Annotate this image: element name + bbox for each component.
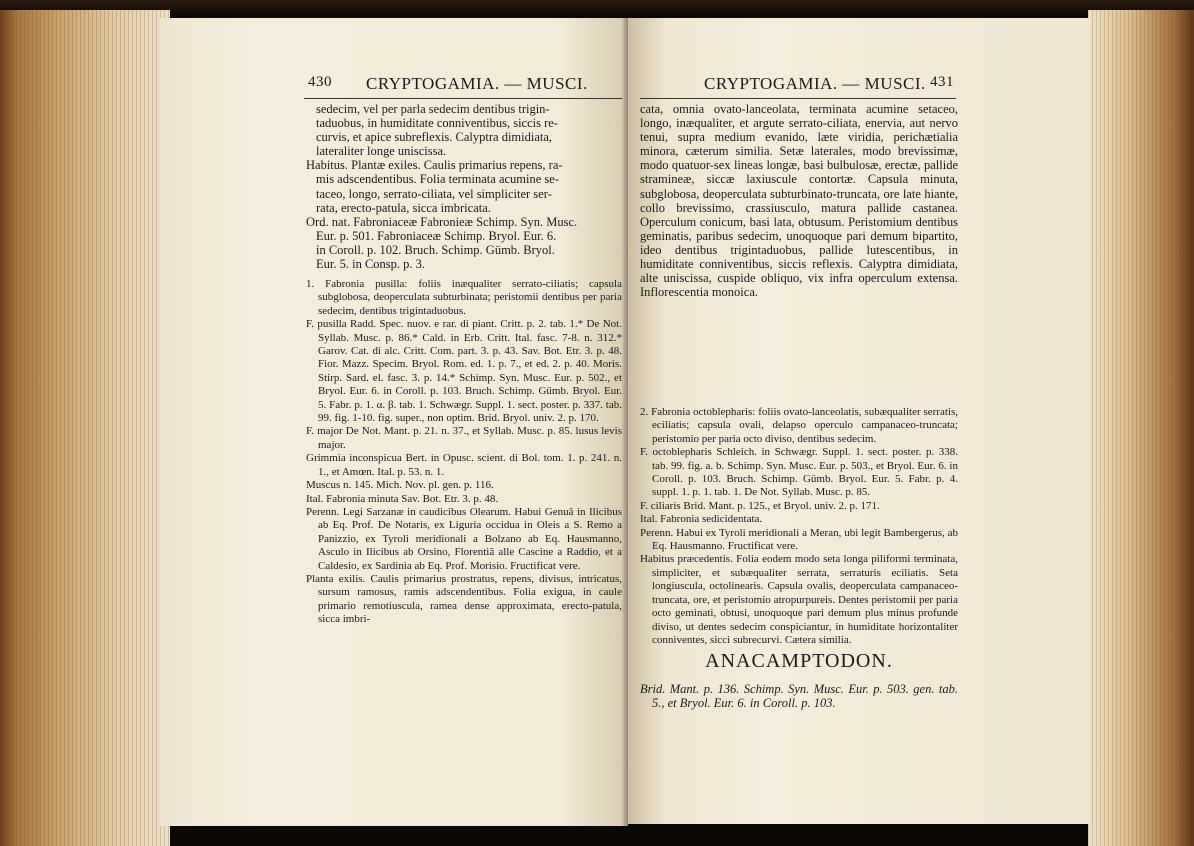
text-line: lateraliter longe uniscissa. — [316, 144, 447, 159]
text-line: mis adscendentibus. Folia terminata acumine se- — [316, 172, 559, 187]
habitat-entry: Perenn. Habui ex Tyroli meridionali a Meran, ubi legit Bambergerus, ab Eq. Hausmanno. Fructificat vere. — [640, 526, 958, 553]
italian-name: Ital. Fabronia sedicidentata. — [640, 513, 763, 526]
left-page — [160, 18, 628, 826]
right-entries — [640, 406, 958, 647]
description-paragraph: cata, omnia ovato-lanceolata, terminata acumine setaceo, longo, inæqualiter, et argute serrato-ciliata, enervia, aut nervo tenui, supra medium evanido, læte viridia, perichætialia minora, cæterum similia. Setæ laterales, modo brevissimæ, modo quatuor-sex lineas longæ, basi bulbulosæ, erectæ, pallide straminеæ, siccæ laxiuscule contortæ. Capsula minuta, subglobosa, deoperculata subturbinato-truncata, ore late hiante, collo brevissimo, crassiusculo, matura pallide castanea. Operculum conicum, basi lata, obtusum. Peristomium dentibus geminatis, paribus sedecim, unoquoque pari demum bipartito, ideo dentibus trigintaduobus, pallide lutescentibus, in humiditate conniventibus, siccis reflexis. Calyptra dimidiata, alte uniscissa, cuspide obliquo, vix infra operculum extensa. Inflorescentia monoica. — [640, 102, 958, 300]
left-page-number: 430 — [308, 74, 332, 90]
genus-section — [640, 638, 958, 710]
left-body — [306, 102, 622, 271]
synonymy-entry: F. octoblepharis Schleich. in Schwægr. Suppl. 1. sect. poster. p. 338. tab. 99. fig. a. b. Schimp. Syn. Musc. Eur. p. 503., et Bryol. Eur. 6. in Coroll. p. 103. Bruch. Schimp. Gümb. Bryol. Eur. 5. Fabr. p. 4. suppl. 1. p. 1. tab. 1. De Not. Syllab. Musc. p. 85. — [640, 446, 958, 499]
synonymy-entry: Muscus n. 145. Mich. Nov. pl. gen. p. 116. — [306, 479, 494, 492]
text-line: Eur. 5. in Consp. p. 3. — [316, 257, 426, 272]
right-running-head-title: CRYPTOGAMIA. — MUSCI. — [704, 74, 926, 93]
text-line: Ord. nat. Fabroniaceæ Fabronieæ Schimp. Syn. Musc. — [306, 214, 578, 229]
book-cover-top — [0, 0, 1194, 14]
synonymy-entry: Grimmia inconspicua Bert. in Opusc. scient. di Bol. tom. 1. p. 241. n. 1., et Amœn. Ital. p. 53. n. 1. — [306, 452, 622, 478]
genus-title: ANACAMPTODON. — [705, 650, 893, 672]
habitus-entry: Habitus præcedentis. Folia eodem modo seta longa piliformi terminata, simpliciter, et subæqualiter serrata, serraturis eciliatis. Seta longiuscula, octolinearis. Capsula ovalis, deoperculata campanaceo-truncata, ore, et peristomio atropurpureis. Dentes peristomii per paria octo geminati, obtusi, unoquoque pari demum plus minus profunde diviso, ut dentes sedecim conspiciantur, in humiditate horizontaliter conniventes, sicci subrecurvi. Cætera similia. — [640, 553, 958, 646]
right-page-number: 431 — [930, 74, 954, 90]
species-entry: 1. Fabronia pusilla: foliis inæqualiter serrato-ciliatis; capsula subglobosa, deoperculata subturbinata; peristomii dentibus per paria sedecim, dentibus trigintaduobus. — [306, 278, 622, 317]
text-line: Eur. p. 501. Fabroniaceæ Schimp. Bryol. Eur. 6. — [316, 228, 557, 243]
species-entry: 2. Fabronia octoblepharis: foliis ovato-lanceolatis, subæqualiter serratis, eciliatis; capsula ovali, delapso operculo campanaceo-truncata; peristomio per paria octo diviso, dentibus sedecim. — [640, 406, 958, 445]
synonymy-entry: F. major De Not. Mant. p. 21. n. 37., et Syllab. Musc. p. 85. lusus levis major. — [306, 425, 622, 451]
text-line: taceo, longo, serrato-ciliata, vel simpliciter ser- — [316, 186, 552, 201]
right-page — [628, 18, 1090, 824]
text-line: rata, erecto-patula, sicca imbricata. — [316, 200, 491, 215]
left-running-head-title: CRYPTOGAMIA. — MUSCI. — [366, 74, 588, 93]
left-entries — [306, 278, 622, 627]
text-line: sedecim, vel per parla sedecim dentibus trigin- — [316, 102, 550, 116]
synonymy-entry: F. pusilla Radd. Spec. nuov. e rar. di piant. Critt. p. 2. tab. 1.* De Not. Syllab. Musc. p. 86.* Cald. in Erb. Critt. Ital. fasc. 7-8. n. 312.* Garov. Cat. di alc. Critt. Com. part. 3. p. 43. Sav. Bot. Etr. 3. p. 48. Fior. Mazz. Specim. Bryol. Rom. ed. 1. p. 7., et ed. 2. p. 40. Moris. Stirp. Sard. el. fasc. 3. p. 14.* Schimp. Syn. Musc. Eur. p. 502., et Bryol. Eur. 6. in Coroll. p. 103. Bruch. Schimp. Gümb. Bryol. Eur. 5. Fabr. p. 1. α. β. tab. 1. Schwægr. Suppl. 1. sect. poster. p. 337. tab. 99. fig. 1-10. fig. super., non optim. Brid. Bryol. univ. 2. p. 170. — [306, 318, 622, 425]
description-entry: Planta exilis. Caulis primarius prostratus, repens, divisus, intricatus, sursum ramosus, ramis adscendentibus. Folia exigua, in caule primario remotiuscula, ramea dense approximata, erecto-patula, sicca imbri- — [306, 572, 622, 626]
text-line: in Coroll. p. 102. Bruch. Schimp. Gümb. Bryol. — [316, 242, 555, 257]
synonymy-entry: F. ciliaris Brid. Mant. p. 125., et Bryol. univ. 2. p. 171. — [640, 499, 880, 512]
genus-reference: Brid. Mant. p. 136. Schimp. Syn. Musc. Eur. p. 503. gen. tab. 5., et Bryol. Eur. 6. in Coroll. p. 103. — [640, 682, 958, 711]
right-body — [640, 102, 958, 299]
habitat-entry: Perenn. Legi Sarzanæ in caudicibus Olearum. Habui Genuâ in Ilicibus ab Eq. Prof. De Notaris, ex Liguria occidua in Oleis a S. Remo a Panizzio, ex Tyroli meridionali a Bolzano ab Eq. Hausmanno, Asculo in Ilicibus ab Orsino, Florentiâ alle Cascine a Raddio, et a Caldesio, ex Sardinia ab Eq. Prof. Morisio. Fructificat vere. — [306, 505, 622, 572]
page-edges-right — [1088, 10, 1194, 846]
italian-name: Ital. Fabronia minuta Sav. Bot. Etr. 3. p. 48. — [306, 492, 499, 505]
page-edges-left — [0, 10, 170, 846]
text-line: taduobus, in humiditate conniventibus, siccis re- — [316, 116, 558, 131]
text-line: curvis, et apice subreflexis. Calyptra dimidiata, — [316, 130, 553, 145]
left-header-rule — [304, 98, 622, 99]
right-header-rule — [640, 98, 956, 99]
text-line: Habitus. Plantæ exiles. Caulis primarius repens, ra- — [306, 158, 563, 173]
